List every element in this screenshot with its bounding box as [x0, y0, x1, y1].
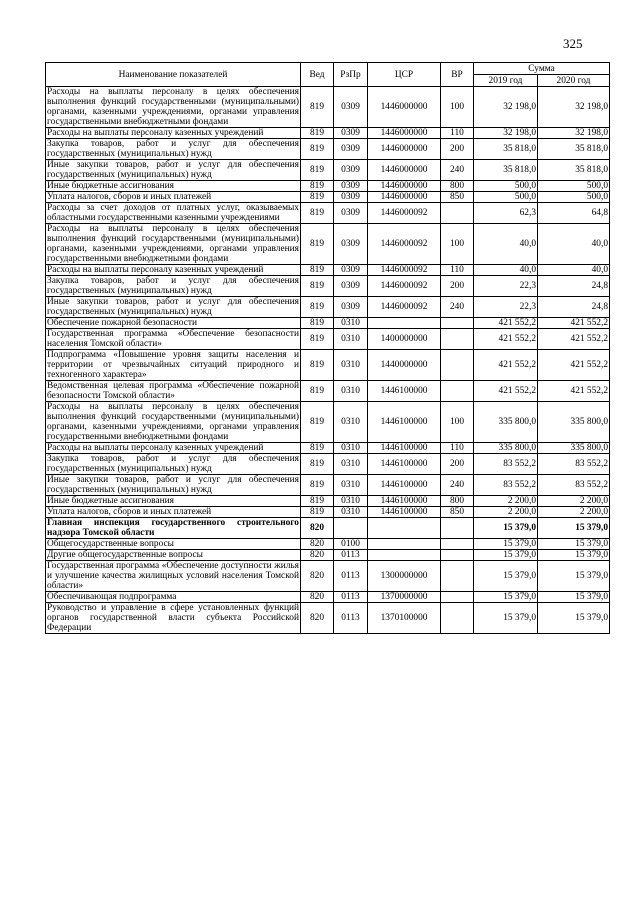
cell-y2019: 335 800,0 [474, 443, 538, 454]
table-row [46, 276, 610, 297]
cell-name: Расходы на выплаты персоналу казенных учреждений [46, 128, 301, 139]
cell-csr: 1446100000 [368, 443, 441, 454]
cell-y2019: 15 379,0 [474, 592, 538, 603]
cell-y2020: 15 379,0 [538, 603, 610, 634]
cell-name: Другие общегосударственные вопросы [46, 550, 301, 561]
cell-y2020: 32 198,0 [538, 87, 610, 128]
cell-csr: 1446100000 [368, 475, 441, 496]
cell-y2020: 335 800,0 [538, 443, 610, 454]
cell-csr: 1446100000 [368, 496, 441, 507]
header-ved: Вед [301, 63, 334, 87]
header-rzpr: РзПр [334, 63, 368, 87]
table-row [46, 160, 610, 181]
header-vr: ВР [441, 63, 474, 87]
cell-name: Расходы на выплаты персоналу в целях обеспечения выполнения функций государственными (муниципальными) органами, казенными учреждениями, органами управления государственными внебюджетными фондами [47, 87, 299, 127]
cell-rzpr: 0309 [334, 128, 368, 139]
cell-csr: 1446000092 [368, 276, 441, 297]
cell-vr: 200 [441, 276, 474, 297]
cell-rzpr: 0309 [334, 265, 368, 276]
cell-name: Обеспечение пожарной безопасности [46, 318, 301, 329]
cell-vr [441, 561, 474, 592]
cell-csr: 1370100000 [368, 603, 441, 634]
cell-vr: 200 [441, 454, 474, 475]
cell-csr: 1446100000 [368, 454, 441, 475]
cell-y2020: 35 818,0 [538, 139, 610, 160]
table-row [46, 203, 610, 224]
cell-y2019: 83 552,2 [474, 454, 538, 475]
cell-ved: 820 [301, 592, 334, 603]
table-row [46, 224, 610, 265]
cell-y2019: 83 552,2 [474, 475, 538, 496]
cell-rzpr: 0310 [334, 454, 368, 475]
cell-y2019: 335 800,0 [474, 402, 538, 443]
cell-ved: 819 [301, 443, 334, 454]
cell-rzpr: 0309 [334, 203, 368, 224]
cell-y2020: 15 379,0 [538, 550, 610, 561]
header-csr: ЦСР [368, 63, 441, 87]
cell-rzpr: 0309 [334, 139, 368, 160]
cell-csr: 1446000000 [368, 87, 441, 128]
cell-name: Обеспечивающая подпрограмма [46, 592, 301, 603]
budget-table [45, 62, 610, 634]
cell-y2019: 2 200,0 [474, 507, 538, 518]
cell-y2020: 500,0 [538, 192, 610, 203]
table-header [46, 63, 610, 87]
cell-rzpr: 0113 [334, 603, 368, 634]
cell-y2019: 421 552,2 [474, 329, 538, 350]
table-row [46, 265, 610, 276]
cell-name: Расходы на выплаты персоналу в целях обеспечения выполнения функций государственными (муниципальными) органами, казенными учреждениями, органами управления государственными внебюджетными фондами [47, 402, 299, 442]
cell-ved: 819 [301, 507, 334, 518]
cell-y2019: 15 379,0 [474, 518, 538, 539]
cell-ved: 820 [301, 518, 334, 539]
cell-ved: 819 [301, 87, 334, 128]
table-row [46, 496, 610, 507]
header-sum: Сумма [474, 63, 610, 75]
cell-y2020: 421 552,2 [538, 318, 610, 329]
cell-ved: 819 [301, 181, 334, 192]
cell-vr: 240 [441, 475, 474, 496]
cell-y2020: 500,0 [538, 181, 610, 192]
table-row [46, 192, 610, 203]
table-row [46, 87, 610, 128]
cell-vr [441, 518, 474, 539]
cell-vr [441, 550, 474, 561]
cell-csr [368, 318, 441, 329]
cell-name: Закупка товаров, работ и услуг для обеспечения государственных (муниципальных) нужд [47, 276, 299, 296]
cell-y2019: 32 198,0 [474, 87, 538, 128]
cell-ved: 820 [301, 550, 334, 561]
cell-y2019: 40,0 [474, 265, 538, 276]
cell-csr: 1370000000 [368, 592, 441, 603]
cell-vr: 800 [441, 496, 474, 507]
cell-vr: 100 [441, 224, 474, 265]
cell-vr [441, 329, 474, 350]
cell-vr: 100 [441, 402, 474, 443]
cell-rzpr: 0309 [334, 276, 368, 297]
cell-name: Государственная программа «Обеспечение безопасности населения Томской области» [47, 329, 299, 349]
cell-name: Уплата налогов, сборов и иных платежей [46, 192, 301, 203]
cell-ved: 820 [301, 603, 334, 634]
cell-y2020: 64,8 [538, 203, 610, 224]
cell-y2020: 2 200,0 [538, 507, 610, 518]
cell-name: Главная инспекция государственного строительного надзора Томской области [47, 518, 299, 538]
table-row [46, 297, 610, 318]
cell-rzpr: 0309 [334, 297, 368, 318]
cell-ved: 819 [301, 276, 334, 297]
cell-vr: 100 [441, 87, 474, 128]
table-row [46, 454, 610, 475]
cell-csr: 1446000000 [368, 128, 441, 139]
cell-ved: 819 [301, 160, 334, 181]
table-row [46, 561, 610, 592]
cell-name: Закупка товаров, работ и услуг для обеспечения государственных (муниципальных) нужд [47, 139, 299, 159]
cell-y2020: 83 552,2 [538, 454, 610, 475]
cell-csr: 1446100000 [368, 507, 441, 518]
cell-name: Руководство и управление в сфере установленных функций органов государственной власти субъекта Российской Федерации [47, 603, 299, 633]
cell-name: Общегосударственные вопросы [46, 539, 301, 550]
cell-vr: 240 [441, 297, 474, 318]
table-row [46, 518, 610, 539]
cell-y2019: 421 552,2 [474, 381, 538, 402]
cell-rzpr: 0113 [334, 561, 368, 592]
cell-y2019: 35 818,0 [474, 160, 538, 181]
cell-name: Иные бюджетные ассигнования [46, 181, 301, 192]
cell-y2020: 24,8 [538, 276, 610, 297]
cell-rzpr: 0309 [334, 160, 368, 181]
table-body [46, 87, 610, 634]
cell-vr [441, 539, 474, 550]
cell-name: Иные закупки товаров, работ и услуг для обеспечения государственных (муниципальных) нужд [47, 475, 299, 495]
table-row [46, 507, 610, 518]
cell-vr: 850 [441, 507, 474, 518]
cell-y2019: 500,0 [474, 181, 538, 192]
table-row [46, 475, 610, 496]
cell-rzpr: 0310 [334, 402, 368, 443]
cell-name: Закупка товаров, работ и услуг для обеспечения государственных (муниципальных) нужд [47, 454, 299, 474]
header-year-2019: 2019 год [474, 75, 538, 87]
cell-rzpr: 0310 [334, 443, 368, 454]
cell-csr: 1446000000 [368, 181, 441, 192]
cell-ved: 819 [301, 297, 334, 318]
cell-vr [441, 318, 474, 329]
cell-rzpr: 0310 [334, 496, 368, 507]
cell-rzpr: 0100 [334, 539, 368, 550]
cell-y2020: 421 552,2 [538, 381, 610, 402]
cell-ved: 819 [301, 265, 334, 276]
cell-ved: 819 [301, 139, 334, 160]
cell-name: Расходы на выплаты персоналу казенных учреждений [46, 443, 301, 454]
cell-vr: 110 [441, 265, 474, 276]
cell-vr: 110 [441, 443, 474, 454]
cell-ved: 820 [301, 539, 334, 550]
cell-name: Ведомственная целевая программа «Обеспечение пожарной безопасности Томской области» [47, 381, 299, 401]
cell-rzpr: 0309 [334, 181, 368, 192]
cell-ved: 819 [301, 224, 334, 265]
cell-y2020: 2 200,0 [538, 496, 610, 507]
cell-y2019: 15 379,0 [474, 539, 538, 550]
cell-rzpr: 0310 [334, 475, 368, 496]
table-row [46, 329, 610, 350]
table-row [46, 550, 610, 561]
cell-y2019: 421 552,2 [474, 318, 538, 329]
header-name: Наименование показателей [46, 63, 301, 87]
cell-y2020: 40,0 [538, 265, 610, 276]
cell-csr: 1446100000 [368, 381, 441, 402]
cell-rzpr: 0310 [334, 350, 368, 381]
cell-rzpr: 0309 [334, 224, 368, 265]
cell-name: Расходы на выплаты персоналу в целях обеспечения выполнения функций государственными (муниципальными) органами, казенными учреждениями, органами управления государственными внебюджетными фондами [47, 224, 299, 264]
cell-name: Иные бюджетные ассигнования [46, 496, 301, 507]
cell-ved: 819 [301, 329, 334, 350]
cell-y2019: 22,3 [474, 297, 538, 318]
cell-csr [368, 539, 441, 550]
cell-y2020: 40,0 [538, 224, 610, 265]
cell-y2019: 15 379,0 [474, 561, 538, 592]
cell-vr [441, 350, 474, 381]
cell-y2019: 2 200,0 [474, 496, 538, 507]
cell-y2019: 500,0 [474, 192, 538, 203]
cell-ved: 819 [301, 318, 334, 329]
cell-y2020: 421 552,2 [538, 350, 610, 381]
table-row [46, 603, 610, 634]
table-row [46, 381, 610, 402]
cell-vr: 800 [441, 181, 474, 192]
table-row [46, 128, 610, 139]
cell-csr: 1446000092 [368, 203, 441, 224]
table-row [46, 181, 610, 192]
cell-y2019: 22,3 [474, 276, 538, 297]
cell-vr [441, 381, 474, 402]
cell-y2019: 421 552,2 [474, 350, 538, 381]
cell-ved: 819 [301, 203, 334, 224]
cell-csr: 1446100000 [368, 402, 441, 443]
cell-ved: 819 [301, 454, 334, 475]
cell-vr: 850 [441, 192, 474, 203]
cell-rzpr: 0309 [334, 192, 368, 203]
cell-name: Иные закупки товаров, работ и услуг для обеспечения государственных (муниципальных) нужд [47, 160, 299, 180]
cell-vr: 110 [441, 128, 474, 139]
cell-ved: 819 [301, 350, 334, 381]
cell-rzpr: 0310 [334, 507, 368, 518]
table-row [46, 139, 610, 160]
cell-y2020: 15 379,0 [538, 592, 610, 603]
cell-ved: 819 [301, 402, 334, 443]
cell-y2020: 335 800,0 [538, 402, 610, 443]
cell-y2020: 15 379,0 [538, 539, 610, 550]
cell-y2019: 40,0 [474, 224, 538, 265]
cell-csr: 1446000000 [368, 192, 441, 203]
page-number: 325 [563, 36, 583, 51]
cell-csr [368, 518, 441, 539]
cell-csr: 1300000000 [368, 561, 441, 592]
cell-ved: 819 [301, 475, 334, 496]
table-row [46, 402, 610, 443]
cell-ved: 819 [301, 496, 334, 507]
cell-y2019: 35 818,0 [474, 139, 538, 160]
cell-ved: 820 [301, 561, 334, 592]
cell-rzpr: 0310 [334, 381, 368, 402]
cell-y2019: 62,3 [474, 203, 538, 224]
cell-name: Иные закупки товаров, работ и услуг для обеспечения государственных (муниципальных) нужд [47, 297, 299, 317]
cell-name: Уплата налогов, сборов и иных платежей [46, 507, 301, 518]
cell-csr: 1446000092 [368, 265, 441, 276]
cell-y2019: 32 198,0 [474, 128, 538, 139]
cell-y2020: 421 552,2 [538, 329, 610, 350]
cell-rzpr: 0310 [334, 329, 368, 350]
cell-vr: 200 [441, 139, 474, 160]
cell-rzpr [334, 518, 368, 539]
cell-y2019: 15 379,0 [474, 603, 538, 634]
cell-vr [441, 203, 474, 224]
cell-csr: 1440000000 [368, 350, 441, 381]
cell-y2020: 15 379,0 [538, 518, 610, 539]
cell-csr: 1446000092 [368, 224, 441, 265]
table-row [46, 318, 610, 329]
cell-rzpr: 0309 [334, 87, 368, 128]
table-row [46, 539, 610, 550]
cell-csr: 1446000000 [368, 160, 441, 181]
cell-ved: 819 [301, 128, 334, 139]
cell-vr [441, 592, 474, 603]
cell-name: Подпрограмма «Повышение уровня защиты населения и территории от чрезвычайных ситуаций природного и техногенного характера» [47, 350, 299, 380]
cell-y2019: 15 379,0 [474, 550, 538, 561]
cell-csr: 1400000000 [368, 329, 441, 350]
cell-vr: 240 [441, 160, 474, 181]
cell-name: Расходы за счет доходов от платных услуг, оказываемых областными государственными казенными учреждениями [47, 203, 299, 223]
cell-vr [441, 603, 474, 634]
cell-csr: 1446000000 [368, 139, 441, 160]
cell-name: Расходы на выплаты персоналу казенных учреждений [46, 265, 301, 276]
cell-y2020: 32 198,0 [538, 128, 610, 139]
header-year-2020: 2020 год [538, 75, 610, 87]
cell-y2020: 83 552,2 [538, 475, 610, 496]
cell-ved: 819 [301, 192, 334, 203]
cell-csr: 1446000092 [368, 297, 441, 318]
cell-rzpr: 0113 [334, 550, 368, 561]
cell-y2020: 35 818,0 [538, 160, 610, 181]
cell-name: Государственная программа «Обеспечение доступности жилья и улучшение качества жилищных условий населения Томской области» [47, 561, 299, 591]
cell-ved: 819 [301, 381, 334, 402]
table-row [46, 592, 610, 603]
table-row [46, 350, 610, 381]
cell-csr [368, 550, 441, 561]
cell-rzpr: 0310 [334, 318, 368, 329]
table-row [46, 443, 610, 454]
cell-y2020: 24,8 [538, 297, 610, 318]
cell-y2020: 15 379,0 [538, 561, 610, 592]
cell-rzpr: 0113 [334, 592, 368, 603]
